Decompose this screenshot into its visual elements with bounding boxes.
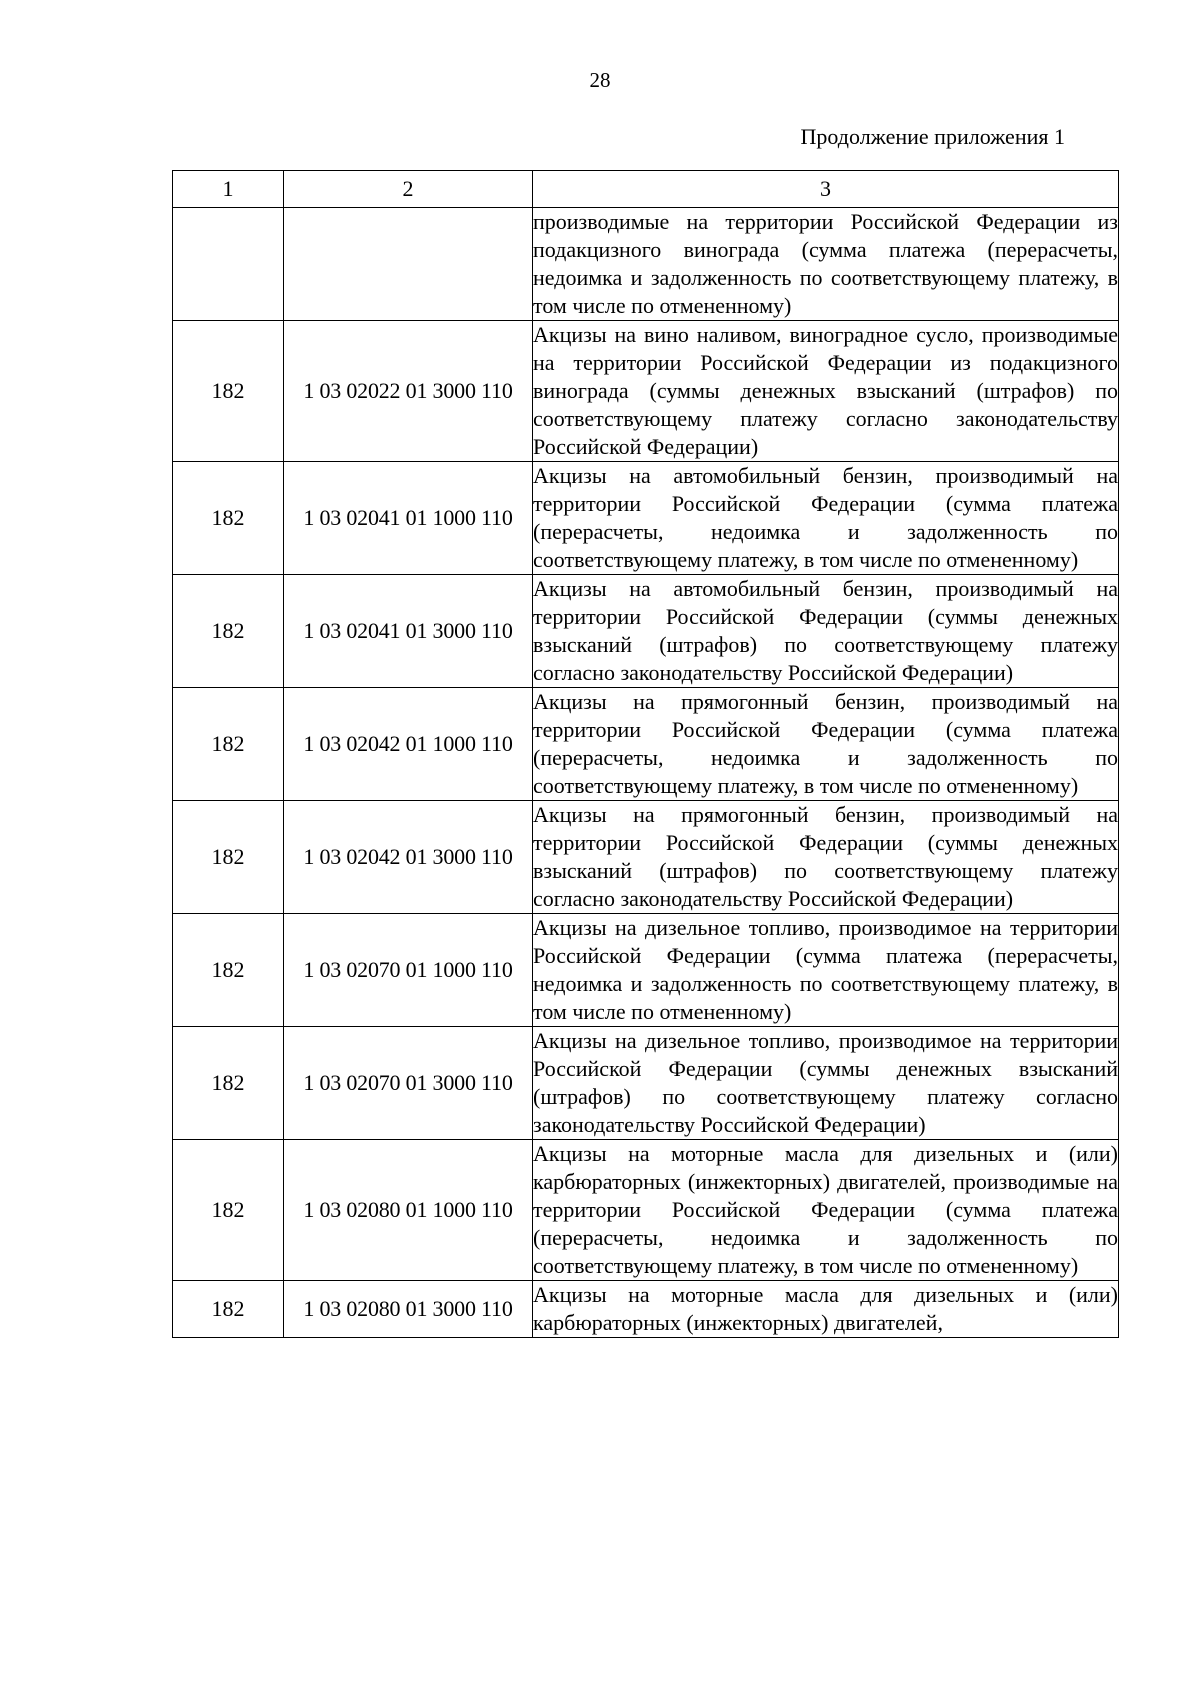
description-cell: Акцизы на автомобильный бензин, производимый на территории Российской Федерации (сумма платежа (перерасчеты, недоимка и задолженность по соответствующему платежу, в том числе по отмененному) — [533, 462, 1119, 575]
admin-code-cell: 182 — [173, 1140, 284, 1281]
column-header-3: 3 — [533, 171, 1119, 208]
classification-code-cell: 1 03 02070 01 1000 110 — [284, 914, 533, 1027]
column-header-1: 1 — [173, 171, 284, 208]
classification-code-cell: 1 03 02042 01 1000 110 — [284, 688, 533, 801]
table-row — [173, 321, 1119, 462]
classification-code-cell: 1 03 02022 01 3000 110 — [284, 321, 533, 462]
description-cell: Акцизы на моторные масла для дизельных и (или) карбюраторных (инжекторных) двигателей, производимые на территории Российской Федерации (сумма платежа (перерасчеты, недоимка и задолженность по соответствующему платежу, в том числе по отмененному) — [533, 1140, 1119, 1281]
table-row — [173, 575, 1119, 688]
admin-code-cell: 182 — [173, 1027, 284, 1140]
description-cell: Акцизы на автомобильный бензин, производимый на территории Российской Федерации (суммы денежных взысканий (штрафов) по соответствующему платежу согласно законодательству Российской Федерации) — [533, 575, 1119, 688]
classification-code-cell: 1 03 02041 01 1000 110 — [284, 462, 533, 575]
table-row — [173, 688, 1119, 801]
admin-code-cell: 182 — [173, 801, 284, 914]
table-row — [173, 1140, 1119, 1281]
description-cell: Акцизы на вино наливом, виноградное сусло, производимые на территории Российской Федерации из подакцизного винограда (суммы денежных взысканий (штрафов) по соответствующему платежу согласно законодательству Российской Федерации) — [533, 321, 1119, 462]
table-header-row — [173, 171, 1119, 208]
description-cell: Акцизы на дизельное топливо, производимое на территории Российской Федерации (сумма платежа (перерасчеты, недоимка и задолженность по соответствующему платежу, в том числе по отмененному) — [533, 914, 1119, 1027]
description-cell: производимые на территории Российской Федерации из подакцизного винограда (сумма платежа (перерасчеты, недоимка и задолженность по соответствующему платежу, в том числе по отмененному) — [533, 208, 1119, 321]
admin-code-cell: 182 — [173, 1281, 284, 1338]
description-cell: Акцизы на прямогонный бензин, производимый на территории Российской Федерации (суммы денежных взысканий (штрафов) по соответствующему платежу согласно законодательству Российской Федерации) — [533, 801, 1119, 914]
classification-code-cell: 1 03 02042 01 3000 110 — [284, 801, 533, 914]
classification-code-cell: 1 03 02041 01 3000 110 — [284, 575, 533, 688]
admin-code-cell: 182 — [173, 462, 284, 575]
table-row — [173, 462, 1119, 575]
admin-code-cell: 182 — [173, 321, 284, 462]
admin-code-cell: 182 — [173, 688, 284, 801]
table-row — [173, 1027, 1119, 1140]
classification-code-cell — [284, 208, 533, 321]
budget-classification-table — [172, 170, 1119, 1338]
admin-code-cell: 182 — [173, 575, 284, 688]
classification-code-cell: 1 03 02080 01 3000 110 — [284, 1281, 533, 1338]
table-row — [173, 801, 1119, 914]
appendix-continuation-note: Продолжение приложения 1 — [800, 124, 1065, 149]
admin-code-cell — [173, 208, 284, 321]
description-cell: Акцизы на прямогонный бензин, производимый на территории Российской Федерации (сумма платежа (перерасчеты, недоимка и задолженность по соответствующему платежу, в том числе по отмененному) — [533, 688, 1119, 801]
table-row — [173, 208, 1119, 321]
page-number: 28 — [589, 68, 611, 92]
admin-code-cell: 182 — [173, 914, 284, 1027]
description-cell: Акцизы на дизельное топливо, производимое на территории Российской Федерации (суммы денежных взысканий (штрафов) по соответствующему платежу согласно законодательству Российской Федерации) — [533, 1027, 1119, 1140]
classification-code-cell: 1 03 02080 01 1000 110 — [284, 1140, 533, 1281]
table-row — [173, 1281, 1119, 1338]
description-cell: Акцизы на моторные масла для дизельных и (или) карбюраторных (инжекторных) двигателей, — [533, 1281, 1119, 1338]
classification-code-cell: 1 03 02070 01 3000 110 — [284, 1027, 533, 1140]
column-header-2: 2 — [284, 171, 533, 208]
table-row — [173, 914, 1119, 1027]
